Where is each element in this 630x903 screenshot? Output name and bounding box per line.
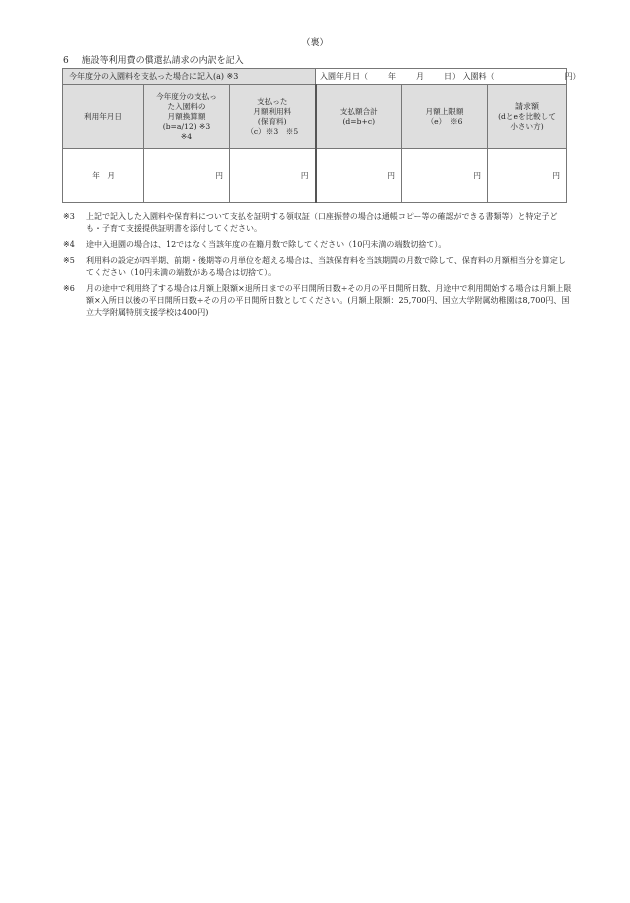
note-5: ※5 利用料の設定が四半期、前期・後期等の月単位を超える場合は、当該保育料を当該期間の月数で除して、保育料の月額相当分を算定してください（10円未満の端数がある場合は切捨て）。 <box>63 256 566 277</box>
note-6: ※6 月の途中で利用終了する場合は月額上限額×退所日までの平日開所日数÷その月の平日開所日数、月途中で利用開始する場合は月額上限額×入所日以後の平日開所日数÷その月の平日開所日数としてください。(月額上限額：25,700円、国立大学附属幼稚園は8,700円、国立大学附属特別支援学校は400円) <box>63 284 572 317</box>
header-monthly-cap: 月額上限額 （e） ※6 <box>402 85 488 149</box>
page-side-label: （裏） <box>301 38 329 48</box>
usage-month-field[interactable]: 年 月 <box>63 149 144 203</box>
note-3: ※3 上記で記入した入園料や保育料について支払を証明する領収証（口座振替の場合は通帳コピー等の確認ができる書類等）と特定子ども・子育て支援提供証明書を添付してください。 <box>63 212 558 233</box>
total-paid-field[interactable]: 円 <box>316 149 402 203</box>
entrance-fee-unit: 円） <box>564 71 581 81</box>
notes-section <box>63 211 573 323</box>
header-total-paid: 支払額合計 (d=b+c) <box>316 85 402 149</box>
entrance-fee-prefix: 入園料（ <box>462 71 495 81</box>
entrance-year-unit: 年 <box>388 71 397 81</box>
note-4: ※4 途中入退園の場合は、12ではなく当該年度の在籍月数で除してください（10円未満の端数切捨て）。 <box>63 240 447 249</box>
header-row <box>63 85 567 149</box>
section-title <box>63 53 244 66</box>
entrance-day-unit: 日） <box>444 71 461 81</box>
table-row <box>63 149 567 203</box>
header-monthly-entrance-fee: 今年度分の支払っ た入園料の 月額換算額 (b=a/12) ※3 ※4 <box>144 85 230 149</box>
monthly-cap-field[interactable]: 円 <box>402 149 488 203</box>
claim-amount-field[interactable]: 円 <box>488 149 567 203</box>
entrance-fee-entry[interactable] <box>316 69 581 85</box>
entrance-date-prefix: 入園年月日（ <box>320 71 369 81</box>
header-monthly-fee-paid: 支払った 月額利用料 (保育料) （c）※3 ※5 <box>230 85 316 149</box>
header-usage-month: 利用年月日 <box>63 85 144 149</box>
entrance-month-unit: 月 <box>416 71 425 81</box>
reimbursement-breakdown-table <box>62 68 581 203</box>
monthly-fee-paid-field[interactable]: 円 <box>230 149 316 203</box>
section-title-text: 施設等利用費の償還払請求の内訳を記入 <box>81 56 244 66</box>
entrance-fee-row <box>63 69 567 85</box>
header-claim-amount: 請求額 (dとeを比較して 小さい方) <box>488 85 567 149</box>
entrance-fee-label: 今年度分の入園料を支払った場合に記入(a) ※3 <box>63 69 316 85</box>
monthly-entrance-fee-field[interactable]: 円 <box>144 149 230 203</box>
section-number: 6 <box>63 56 69 66</box>
